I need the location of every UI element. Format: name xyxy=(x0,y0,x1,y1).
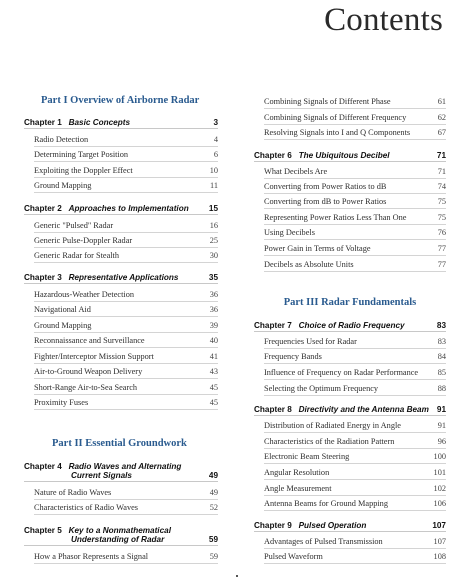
chapter-title: Representative Applications xyxy=(68,273,179,282)
chapter-title: Key to a Nonmathematical xyxy=(68,526,171,535)
entry-page: 59 xyxy=(209,552,218,561)
entry-title: Advantages of Pulsed Transmission xyxy=(264,537,383,546)
entry-page: 100 xyxy=(433,452,446,461)
toc-entry[interactable] xyxy=(34,251,218,263)
chapter-title: The Ubiquitous Decibel xyxy=(298,151,390,160)
entry-page: 62 xyxy=(437,113,446,122)
entry-title: Generic Radar for Stealth xyxy=(34,251,120,260)
entry-page: 96 xyxy=(437,437,446,446)
toc-entry[interactable] xyxy=(264,197,446,209)
entry-page: 88 xyxy=(437,384,446,393)
toc-entry[interactable] xyxy=(264,97,446,109)
chapter-heading[interactable] xyxy=(254,151,446,162)
entry-page: 77 xyxy=(437,260,446,269)
entry-page: 84 xyxy=(437,352,446,361)
entry-page: 10 xyxy=(209,166,218,175)
toc-entry[interactable] xyxy=(264,337,446,349)
toc-entry[interactable] xyxy=(264,352,446,364)
chapter-number: Chapter 2 xyxy=(24,204,62,213)
entry-title: Radio Detection xyxy=(34,135,89,144)
entry-title: Converting from Power Ratios to dB xyxy=(264,182,387,191)
entry-title: Ground Mapping xyxy=(34,321,92,330)
entry-page: 40 xyxy=(209,336,218,345)
toc-entry[interactable] xyxy=(264,537,446,549)
toc-entry[interactable] xyxy=(34,150,218,162)
entry-title: Antenna Beams for Ground Mapping xyxy=(264,499,388,508)
toc-entry[interactable] xyxy=(264,484,446,496)
entry-title: Determining Target Position xyxy=(34,150,129,159)
toc-entry[interactable] xyxy=(264,167,446,179)
chapter-number: Chapter 3 xyxy=(24,273,62,282)
entry-page: 83 xyxy=(437,337,446,346)
entry-title: Distribution of Radiated Energy in Angle xyxy=(264,421,401,430)
entry-title: Fighter/Interceptor Mission Support xyxy=(34,352,154,361)
chapter-page: 15 xyxy=(208,204,218,213)
entry-title: Nature of Radio Waves xyxy=(34,488,112,497)
toc-entry[interactable] xyxy=(264,113,446,125)
part-heading[interactable]: Part III Radar Fundamentals xyxy=(283,297,417,308)
chapter-title: Choice of Radio Frequency xyxy=(298,321,405,330)
toc-entry[interactable] xyxy=(264,552,446,564)
entry-title: Pulsed Waveform xyxy=(264,552,323,561)
entry-title: Generic "Pulsed" Radar xyxy=(34,221,114,230)
chapter-title: Pulsed Operation xyxy=(298,521,367,530)
entry-page: 75 xyxy=(437,197,446,206)
toc-entry[interactable] xyxy=(34,135,218,147)
entry-page: 101 xyxy=(433,468,446,477)
toc-entry[interactable] xyxy=(264,384,446,396)
entry-page: 16 xyxy=(209,221,218,230)
entry-title: Exploiting the Doppler Effect xyxy=(34,166,133,175)
toc-entry[interactable] xyxy=(34,336,218,348)
toc-entry[interactable] xyxy=(34,488,218,500)
entry-page: 76 xyxy=(437,228,446,237)
entry-title: Representing Power Ratios Less Than One xyxy=(264,213,407,222)
part-heading[interactable]: Part II Essential Groundwork xyxy=(52,438,187,449)
chapter-title: Basic Concepts xyxy=(68,118,131,127)
toc-entry[interactable] xyxy=(264,128,446,140)
chapter-number: Chapter 8 xyxy=(254,405,292,414)
toc-entry[interactable] xyxy=(264,213,446,225)
toc-entry[interactable] xyxy=(264,244,446,256)
toc-entry[interactable] xyxy=(34,321,218,333)
chapter-title: Approaches to Implementation xyxy=(68,204,189,213)
chapter-page: 49 xyxy=(208,471,218,480)
entry-page: 36 xyxy=(209,290,218,299)
entry-title: Generic Pulse-Doppler Radar xyxy=(34,236,133,245)
entry-title: Reconnaissance and Surveillance xyxy=(34,336,145,345)
entry-page: 108 xyxy=(433,552,446,561)
entry-page: 91 xyxy=(437,421,446,430)
entry-title: Air-to-Ground Weapon Delivery xyxy=(34,367,143,376)
entry-page: 106 xyxy=(433,499,446,508)
entry-page: 52 xyxy=(209,503,218,512)
chapter-number: Chapter 1 xyxy=(24,118,62,127)
chapter-heading[interactable] xyxy=(254,405,446,416)
chapter-heading[interactable] xyxy=(24,526,218,546)
entry-title: Resolving Signals into I and Q Components xyxy=(264,128,411,137)
chapter-page: 35 xyxy=(208,273,218,282)
entry-title: Using Decibels xyxy=(264,228,315,237)
chapter-heading[interactable] xyxy=(254,521,446,532)
toc-entry[interactable] xyxy=(34,352,218,364)
toc-entry[interactable] xyxy=(264,437,446,449)
toc-entry[interactable] xyxy=(34,221,218,233)
chapter-heading[interactable] xyxy=(254,321,446,332)
entry-title: How a Phasor Represents a Signal xyxy=(34,552,149,561)
entry-title: Electronic Beam Steering xyxy=(264,452,350,461)
toc-entry[interactable] xyxy=(264,228,446,240)
chapter-heading[interactable] xyxy=(24,204,218,215)
entry-title: Frequencies Used for Radar xyxy=(264,337,357,346)
page-title: Contents xyxy=(324,2,443,38)
toc-entry[interactable] xyxy=(34,552,218,564)
entry-title: Hazardous-Weather Detection xyxy=(34,290,134,299)
chapter-page: 83 xyxy=(436,321,446,330)
chapter-number: Chapter 5 xyxy=(24,526,62,535)
chapter-page: 71 xyxy=(436,151,446,160)
entry-page: 25 xyxy=(209,236,218,245)
entry-title: Angle Measurement xyxy=(264,484,332,493)
entry-page: 102 xyxy=(433,484,446,493)
entry-title: Selecting the Optimum Frequency xyxy=(264,384,379,393)
entry-title: Frequency Bands xyxy=(264,352,322,361)
toc-entry[interactable] xyxy=(34,383,218,395)
entry-title: Navigational Aid xyxy=(34,305,91,314)
entry-page: 39 xyxy=(209,321,218,330)
chapter-number: Chapter 9 xyxy=(254,521,292,530)
entry-page: 77 xyxy=(437,244,446,253)
toc-entry[interactable] xyxy=(264,260,446,272)
entry-title: Short-Range Air-to-Sea Search xyxy=(34,383,138,392)
toc-entry[interactable] xyxy=(34,367,218,379)
entry-title: Combining Signals of Different Phase xyxy=(264,97,391,106)
entry-title: Characteristics of the Radiation Pattern xyxy=(264,437,395,446)
toc-entry[interactable] xyxy=(34,166,218,178)
entry-title: Power Gain in Terms of Voltage xyxy=(264,244,371,253)
chapter-heading[interactable] xyxy=(24,462,218,482)
chapter-number: Chapter 6 xyxy=(254,151,292,160)
toc-entry[interactable] xyxy=(34,236,218,248)
toc-entry[interactable] xyxy=(34,503,218,515)
entry-page: 67 xyxy=(437,128,446,137)
entry-title: Angular Resolution xyxy=(264,468,330,477)
entry-page: 36 xyxy=(209,305,218,314)
entry-page: 41 xyxy=(209,352,218,361)
toc-entry[interactable] xyxy=(264,421,446,433)
toc-entry[interactable] xyxy=(264,452,446,464)
entry-page: 43 xyxy=(209,367,218,376)
chapter-title-line2: Understanding of Radar xyxy=(71,535,165,544)
chapter-page: 107 xyxy=(432,521,446,530)
entry-page: 107 xyxy=(433,537,446,546)
chapter-title: Directivity and the Antenna Beam xyxy=(298,405,429,414)
chapter-heading[interactable] xyxy=(24,273,218,284)
entry-title: What Decibels Are xyxy=(264,167,328,176)
entry-title: Decibels as Absolute Units xyxy=(264,260,354,269)
chapter-number: Chapter 4 xyxy=(24,462,62,471)
toc-entry[interactable] xyxy=(264,468,446,480)
entry-page: 11 xyxy=(210,181,218,190)
entry-page: 49 xyxy=(209,488,218,497)
toc-entry[interactable] xyxy=(34,181,218,193)
entry-page: 74 xyxy=(437,182,446,191)
entry-title: Characteristics of Radio Waves xyxy=(34,503,139,512)
entry-page: 6 xyxy=(213,150,218,159)
entry-page: 4 xyxy=(213,135,218,144)
chapter-page: 59 xyxy=(208,535,218,544)
chapter-title-line2: Current Signals xyxy=(71,471,132,480)
entry-page: 30 xyxy=(209,251,218,260)
page-mark xyxy=(236,575,238,577)
entry-title: Ground Mapping xyxy=(34,181,92,190)
chapter-heading[interactable] xyxy=(24,118,218,129)
entry-title: Proximity Fuses xyxy=(34,398,89,407)
toc-entry[interactable] xyxy=(264,368,446,380)
entry-title: Converting from dB to Power Ratios xyxy=(264,197,387,206)
toc-entry[interactable] xyxy=(34,290,218,302)
toc-entry[interactable] xyxy=(264,182,446,194)
entry-page: 71 xyxy=(437,167,446,176)
entry-page: 61 xyxy=(437,97,446,106)
part-heading[interactable]: Part I Overview of Airborne Radar xyxy=(41,95,200,106)
entry-page: 45 xyxy=(209,383,218,392)
entry-title: Influence of Frequency on Radar Performance xyxy=(264,368,419,377)
toc-entry[interactable] xyxy=(34,305,218,317)
entry-page: 45 xyxy=(209,398,218,407)
entry-page: 75 xyxy=(437,213,446,222)
toc-entry[interactable] xyxy=(264,499,446,511)
toc-entry[interactable] xyxy=(34,398,218,410)
chapter-page: 3 xyxy=(213,118,218,127)
chapter-title: Radio Waves and Alternating xyxy=(68,462,182,471)
chapter-number: Chapter 7 xyxy=(254,321,292,330)
chapter-page: 91 xyxy=(436,405,446,414)
entry-page: 85 xyxy=(437,368,446,377)
entry-title: Combining Signals of Different Frequency xyxy=(264,113,407,122)
